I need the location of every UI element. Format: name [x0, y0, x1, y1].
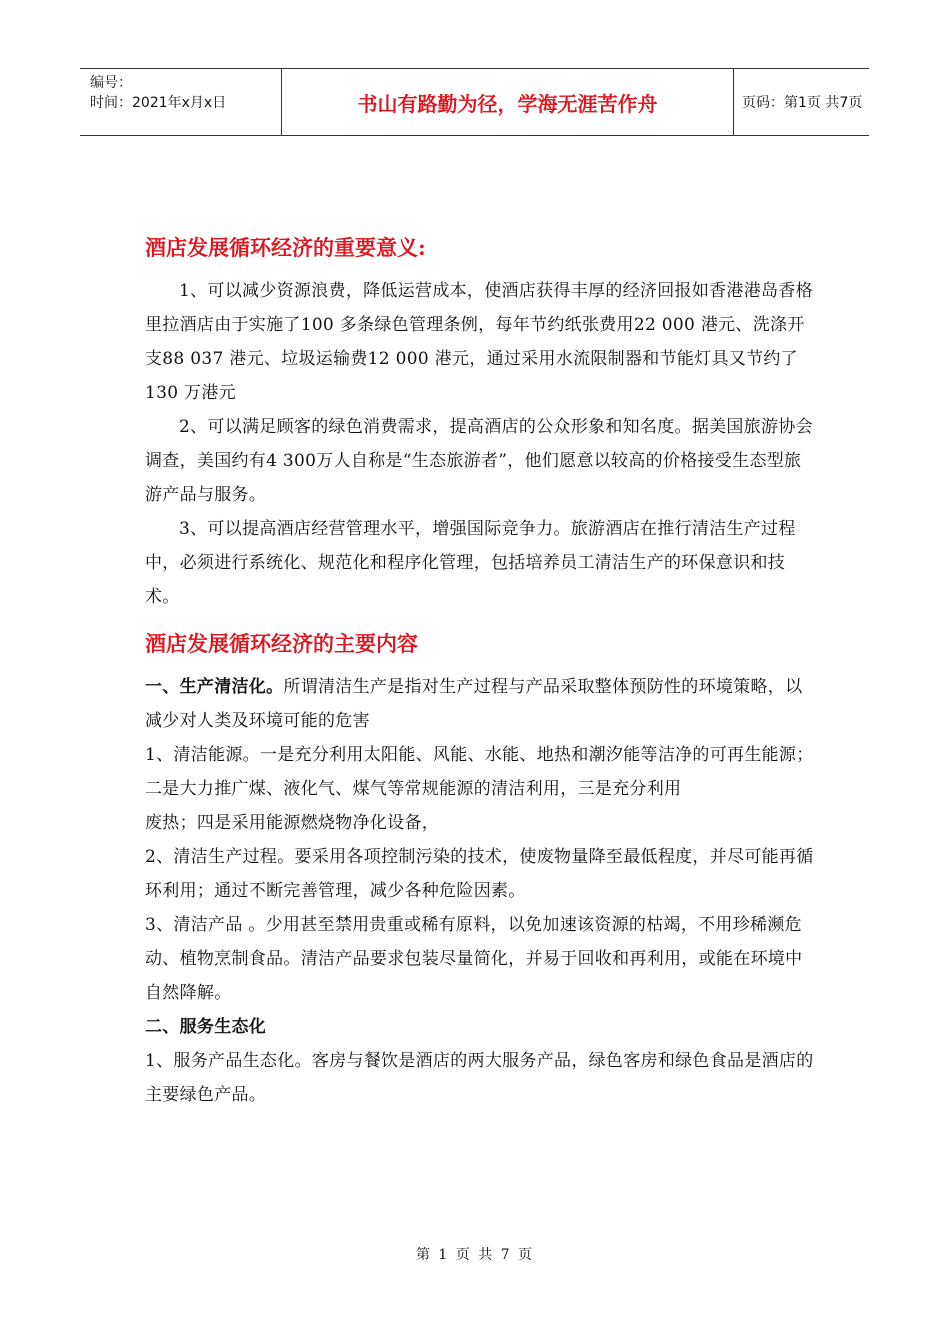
- header-page-info: 页码：第1页 共7页: [742, 95, 863, 111]
- item-service-product: 1、服务产品生态化。客房与餐饮是酒店的两大服务产品，绿色客房和绿色食品是酒店的主要绿色产品。: [145, 1051, 814, 1105]
- item-clean-energy-cont: 废热；四是采用能源燃烧物净化设备，: [145, 813, 440, 833]
- header-meta-cell: [80, 69, 282, 135]
- section-title-content: 酒店发展循环经济的主要内容: [145, 631, 418, 656]
- subsection-lead: 一、生产清洁化。: [145, 677, 284, 697]
- paragraph-3: 3、可以提高酒店经营管理水平，增强国际竞争力。旅游酒店在推行清洁生产过程中，必须进行系统化、规范化和程序化管理，包括培养员工清洁生产的环保意识和技术。: [145, 519, 796, 607]
- subsection-service-ecology: 二、服务生态化: [145, 1017, 267, 1037]
- subsection-clean-production: [145, 670, 815, 738]
- section-title-significance: 酒店发展循环经济的重要意义:: [145, 235, 426, 260]
- header-motto: 书山有路勤为径，学海无涯苦作舟: [282, 69, 734, 135]
- document-header: [80, 68, 869, 136]
- item-clean-process: 2、清洁生产过程。要采用各项控制污染的技术，使废物量降至最低程度，并尽可能再循环利用；通过不断完善管理，减少各种危险因素。: [145, 847, 814, 901]
- subsection-text: 所谓清洁生产是指对生产过程与产品采取整体预防性的环境策略，以减少对人类及环境可能的危害: [145, 677, 803, 731]
- page-footer: 第 1 页 共 7 页: [415, 1247, 535, 1263]
- item-clean-energy: 1、清洁能源。一是充分利用太阳能、风能、水能、地热和潮汐能等洁净的可再生能源；二是大力推广煤、液化气、煤气等常规能源的清洁利用，三是充分利用: [145, 745, 814, 799]
- item-clean-product: 3、清洁产品 。少用甚至禁用贵重或稀有原料，以免加速该资源的枯竭，不用珍稀濒危动、植物烹制食品。清洁产品要求包装尽量简化，并易于回收和再利用，或能在环境中自然降解。: [145, 915, 803, 1003]
- time-label: 时间：2021年x月x日: [90, 95, 227, 111]
- paragraph-1: 1、可以减少资源浪费，降低运营成本，使酒店获得丰厚的经济回报如香港港岛香格里拉酒店由于实施了100 多条绿色管理条例，每年节约纸张费用22 000 港元、洗涤开支88 037 港元、垃圾运输费12 000 港元，通过采用水流限制器和节能灯具又节约了130 万港元: [145, 281, 813, 403]
- number-label: 编号：: [90, 75, 132, 91]
- paragraph-2: 2、可以满足顾客的绿色消费需求，提高酒店的公众形象和知名度。据美国旅游协会调查，美国约有4 300万人自称是“生态旅游者”，他们愿意以较高的价格接受生态型旅游产品与服务。: [145, 417, 813, 505]
- document-body: [145, 228, 815, 1112]
